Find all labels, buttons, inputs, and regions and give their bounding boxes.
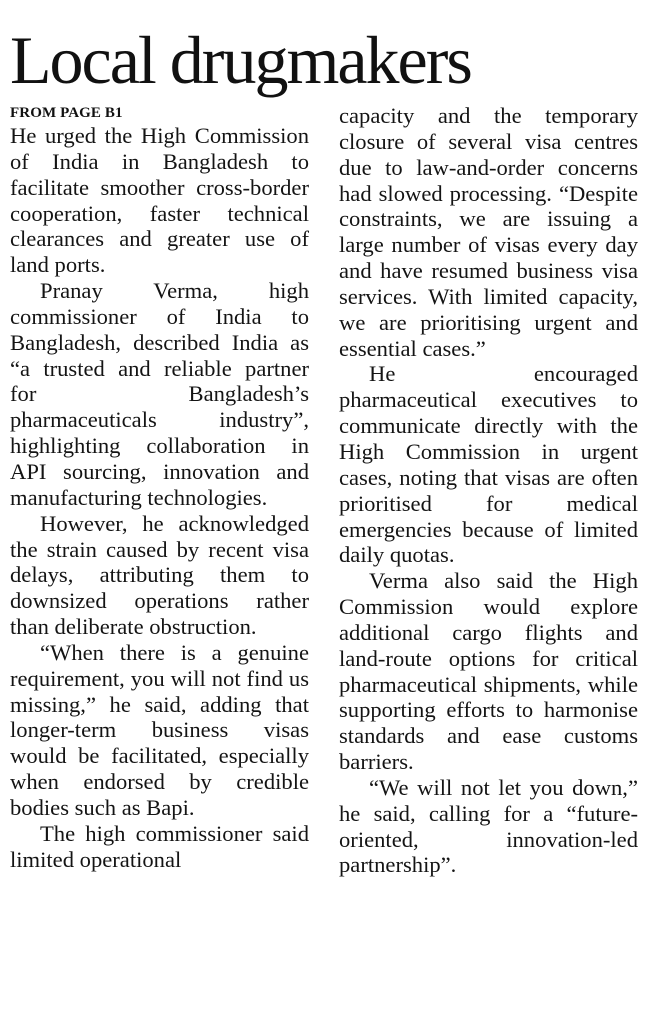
paragraph: He encouraged pharmaceutical executives to communicate directly with the High Commission in urgent cases, noting that visas are often prioritised for medical emergencies because of limited daily quotas. — [339, 361, 638, 568]
paragraph: Verma also said the High Commission would explore additional cargo flights and land-route options for critical pharmaceutical shipments, while supporting efforts to harmonise standards and ease customs barriers. — [339, 568, 638, 775]
paragraph: “When there is a genuine requirement, you will not find us missing,” he said, adding that longer-term business visas would be facilitated, especially when endorsed by credible bodies such as Bapi. — [10, 639, 309, 820]
paragraph: “We will not let you down,” he said, calling for a “future-oriented, innovation-led partnership”. — [339, 774, 638, 878]
paragraph: He urged the High Commission of India in Bangladesh to facilitate smoother cross-border cooperation, faster technical clearances and greater use of land ports. — [10, 123, 309, 278]
paragraph: However, he acknowledged the strain caused by recent visa delays, attributing them to downsized operations rather than deliberate obstruction. — [10, 510, 309, 640]
jump-label: FROM PAGE B1 — [10, 105, 123, 121]
paragraph-continued: capacity and the temporary closure of several visa centres due to law-and-order concerns had slowed processing. “Despite constraints, we are issuing a large number of visas every day and have resumed business visa services. With limited capacity, we are prioritising urgent and essential cases.” — [339, 103, 638, 361]
paragraph: Pranay Verma, high commissioner of India to Bangladesh, described India as “a trusted and reliable partner for Bangladesh’s pharmaceuticals industry”, highlighting collaboration in API sourcing, innovation and manufacturing technologies. — [10, 278, 309, 510]
headline: Local drugmakers — [10, 22, 471, 98]
article-column-right — [339, 103, 638, 878]
article-column-left — [10, 103, 309, 872]
paragraph: The high commissioner said limited operational — [10, 820, 309, 872]
